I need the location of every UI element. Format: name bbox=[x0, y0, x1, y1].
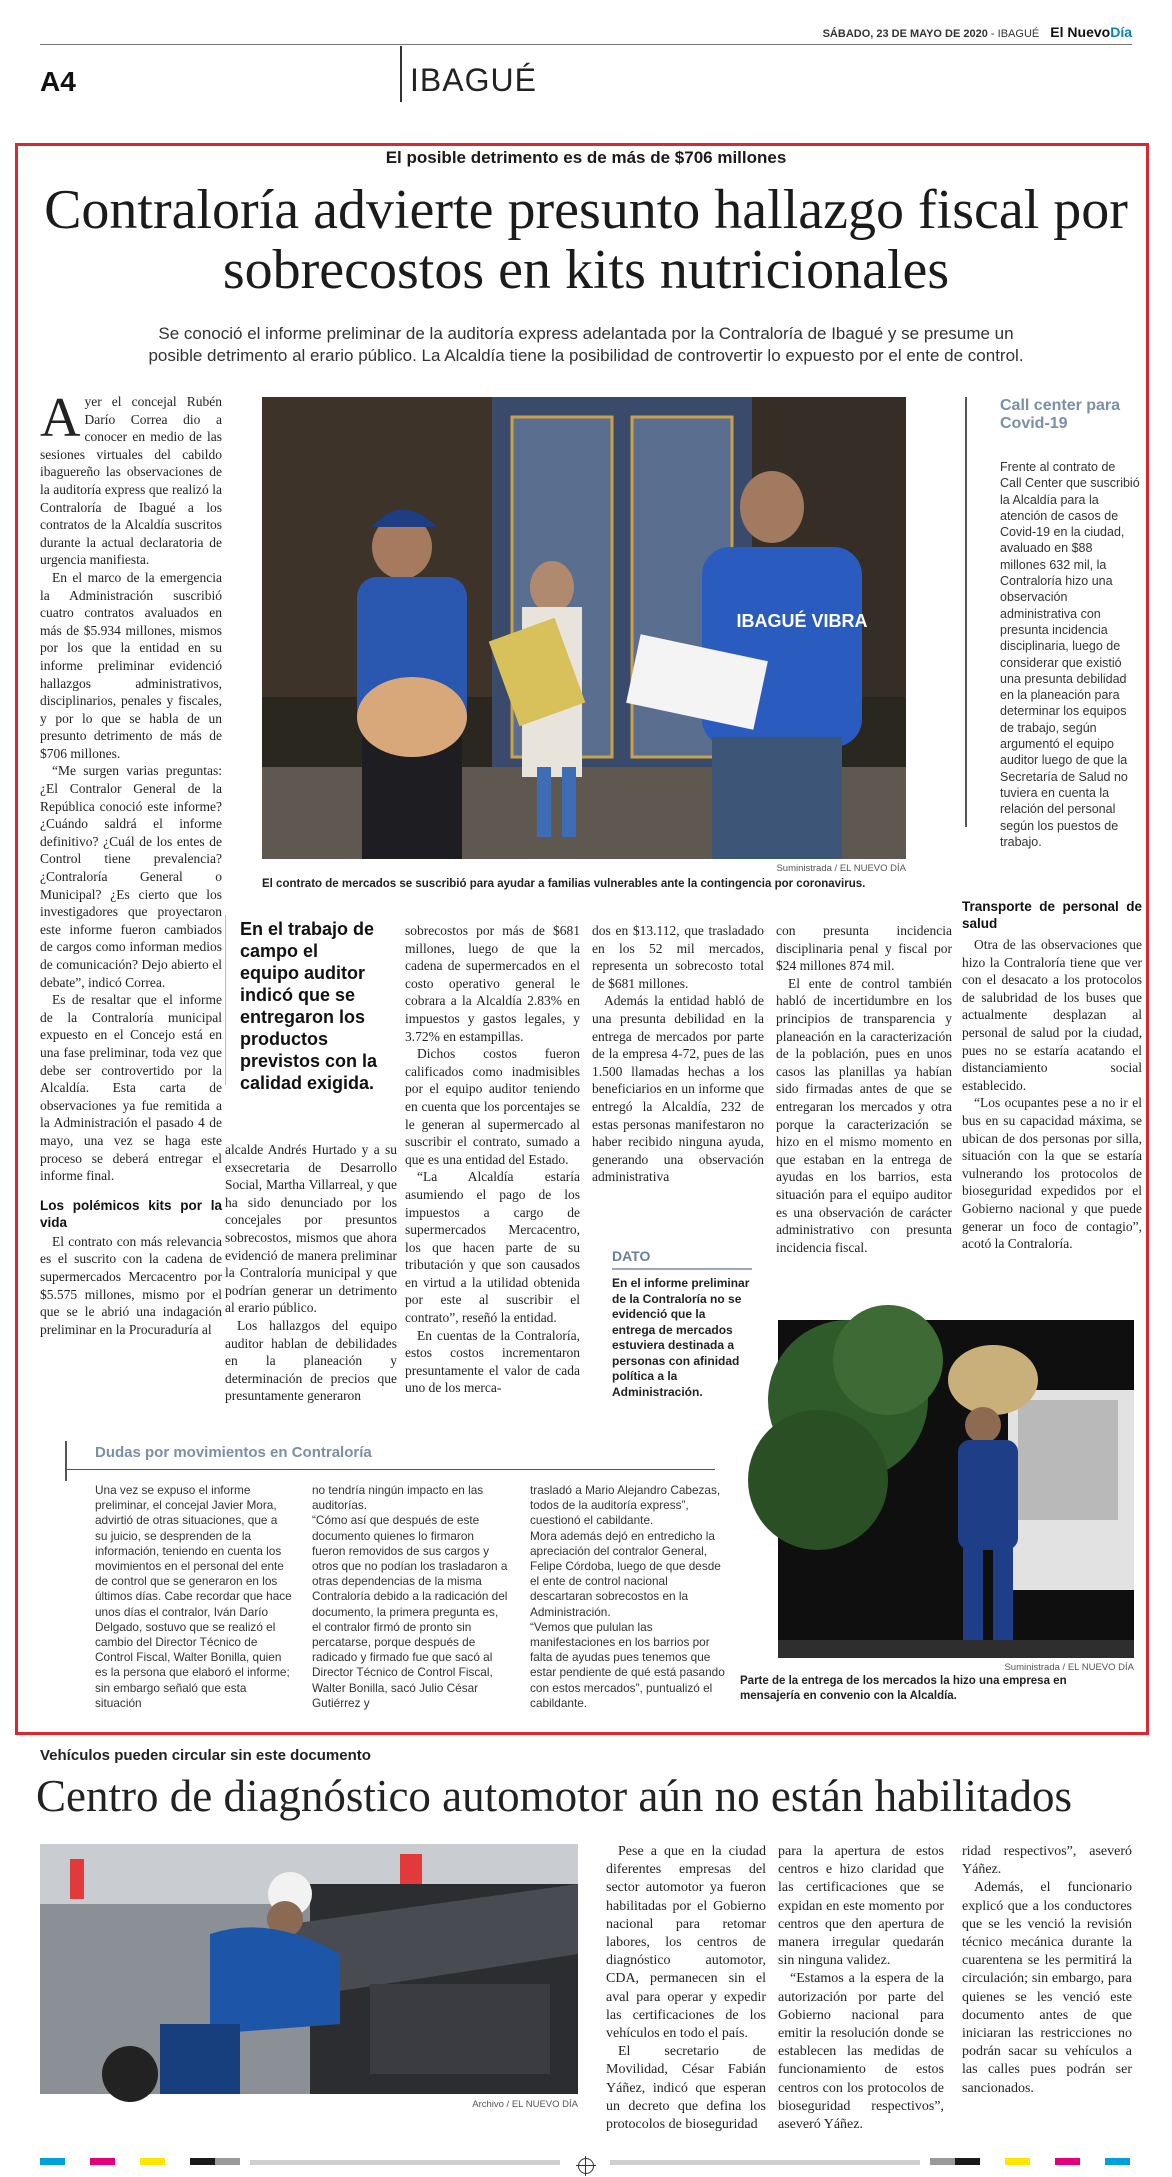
box-column-3: trasladó a Mario Alejandro Cabezas, todos de la auditoría express”, cuestionó el cabildante. Mora además dejó en entredicho la apreciación del contralor General, Felipe Córdoba, luego de que desde el ente de control nacional descartaran sobrecostos en la Administración. “Vemos que pululan las manifestaciones en los barrios por falta de ayudas pues tenemos que estar pendiente de qué está pasando con estos mercados”, puntualizó el cabildante. bbox=[530, 1483, 725, 1710]
second-column-1: Pese a que en la ciudad diferentes empresas del sector automotor ya fueron habilitadas por el Gobierno nacional para retomar labores, los centros de diagnóstico automotor, CDA, permanecen sin el aval para operar y expedir las certificaciones de los vehículos en todo el país. El secretario de Movilidad, César Fabián Yáñez, indicó que esperan un decreto que defina los protocolos de bioseguridad bbox=[606, 1844, 766, 2133]
article-column-3: sobrecostos por más de $681 millones, luego de que la cadena de supermercados en el costo operativo general le cobrara a la Alcaldía 2.83% en impuestos y gastos legales, y 3.72% en estampillas. Dichos costos fueron calificados como inadmisibles por el equipo auditor teniendo en cuenta que los porcentajes se le generan al supermercado al suscribir el contrato, sumado a que es una entidad del Estado. “La Alcaldía estaría asumiendo el pago de los impuestos a cargo de supermercados Mercacentro, los que hacen parte de su tributación y que son causados en virtud a la utilidad obtenida por este al suscribir el contrato”, reseñó la entidad. En cuentas de la Contraloría, estos costos incrementaron presuntamente el valor de cada uno de los merca- bbox=[405, 923, 580, 1396]
article-headline: Contraloría advierte presunto hallazgo fiscal por sobrecostos en kits nutricionales bbox=[44, 179, 1128, 301]
header-rule bbox=[40, 44, 1132, 45]
sidebar-rule bbox=[965, 397, 967, 827]
photo-shirt-text: IBAGUÉ VIBRA bbox=[736, 611, 868, 631]
article-column-2: alcalde Andrés Hurtado y a su exsecretaria de Desarrollo Social, Martha Villarreal, y que ha sido denunciado por los concejales por presuntos sobrecostos, mismos que ahora evidenció de manera preliminar la Contraloría municipal y que podrían generar un detrimento al erario público. Los hallazgos del equipo auditor hablan de debilidades en la planeación y determinación de precios que presuntamente generaron bbox=[225, 1142, 397, 1404]
second-column-3: ridad respectivos”, aseveró Yáñez. Además, el funcionario explicó que a los conductores que se les venció la revisión técnico mecánica durante la cuarentena se les permitirá la circulación; sin embargo, para quienes se les venció este documento antes de que iniciaran las restricciones no podrán sacar su vehículos a las calles pues podrán ser sancionados. bbox=[962, 1844, 1132, 2096]
box-column-2: no tendría ningún impacto en las auditorías. “Cómo así que después de este documento quienes lo firmaron fueron removidos de sus cargos y otros que no podían los trasladaron a otras dependencias de la misma Contraloría debido a la radicación del documento, la primera pregunta es, el contralor firmó de pronto sin percatarse, porque después de radicado y firmado fue que sacó al Director Técnico de Control Fiscal, Walter Bonilla, sacó Julio César Gutiérrez y bbox=[312, 1483, 508, 1710]
registration-gray-right bbox=[610, 2160, 920, 2165]
photo1-credit: Suministrada / EL NUEVO DÍA bbox=[776, 863, 906, 874]
sidebar-title: Call center para Covid-19 bbox=[1000, 397, 1121, 432]
registration-mark-icon bbox=[578, 2158, 594, 2174]
header-dateline: SÁBADO, 23 DE MAYO DE 2020 - IBAGUÉ El NuevoDía bbox=[822, 24, 1132, 40]
article-column-6: Transporte de personal de salud Otra de las observaciones que hizo la Contraloría tiene que ver con el desacato a los protocolos de salubridad de los buses que actualmente desplazan al personal de salud por la ciudad, pues no se estaría acatando el distanciamiento social establecido. “Los ocupantes pese a no ir el bus en su capacidad máxima, se ubican de dos personas por silla, situación con la que se estaría vulnerando los protocolos de bioseguridad expedidos por el Gobierno nacional y que puede generar un foco de contagio”, acotó la Contraloría. bbox=[962, 899, 1142, 1252]
photo-delivery-door bbox=[262, 397, 906, 859]
article-column-1: A yer el concejal Rubén Darío Correa dio a conocer en medio de las sesiones virtuales del cabildo ibaguereño las observaciones de la auditoría express que realizó la Contraloría de Ibagué a los contratos de la Alcaldía suscritos durante la actual declaratoria de urgencia manifiesta. En el marco de la emergencia la Administración suscribió cuatro contratos avaluados en más de $5.934 millones, mismos por los que la entidad en su informe preliminar evidenció hallazgos administrativos, disciplinarios, penales y fiscales, y por lo que se habla de un presunto detrimento de más de $706 millones. “Me surgen varias preguntas: ¿El Contralor General de la República conoció este informe? ¿Cuándo saldrá el informe definitivo? ¿Cuál de los entes de Control tiene prevalencia? ¿Contraloría General o Municipal? ¿Es cierto que los investigadores que proyectaron este informe fueron cambiados de cargos como informan medios de comunicación? Dejo abierto el debate”, indicó Correa. Es de resaltar que el informe de la Contraloría municipal expuesto en el Concejo está en una fase preliminar, toda vez que debe ser controvertido por la Alcaldía. Esta carta de observaciones ya fue remitida a la Administración el pasado 4 de mayo, una vez se haga este proceso se deberá entregar el informe final. Los polémicos kits por la vida El contrato con más relevancia es el suscrito con la cadena de supermercados Mercacentro por $5.575 millones, mismo por el que se le abrió una indagación preliminar en la Procuraduría al bbox=[40, 387, 222, 1337]
registration-gray-left bbox=[250, 2160, 560, 2165]
second-kicker: Vehículos pueden circular sin este documento bbox=[40, 1747, 371, 1764]
subhead-kits: Los polémicos kits por la vida bbox=[40, 1197, 222, 1230]
article-column-4: dos en $13.112, que trasladado en los 52 mil mercados, representa un sobrecosto total de $681 millones. Además la entidad habló de una presunta debilidad en la entrega de mercados por parte de la empresa 4-72, pues de las 1.500 llamadas hechas a los beneficiarios en un informe que entregó la Alcaldía, 232 de estas personas manifestaron no haber recibido ninguna ayuda, generando una observación administrativa bbox=[592, 923, 764, 1185]
pullquote: En el trabajo de campo el equipo auditor indicó que se entregaron los productos previstos con la calidad exigida. bbox=[240, 919, 378, 1093]
photo2-credit: Suministrada / EL NUEVO DÍA bbox=[1004, 1662, 1134, 1673]
header-city: IBAGUÉ bbox=[997, 28, 1040, 40]
photo2-caption: Parte de la entrega de los mercados la hizo una empresa en mensajería en convenio con la Alcaldía. bbox=[740, 1675, 1067, 1702]
page-number: A4 bbox=[40, 66, 76, 97]
box-column-1: Una vez se expuso el informe preliminar, el concejal Javier Mora, advirtió de otras situaciones, que a su juicio, se desprenden de la información, teniendo en cuenta los movimientos en el personal del ente de control que se generaron en los últimos días. Cabe recordar que hace unos días el contralor, Iván Darío Delgado, sostuvo que se realizó el cambio del Director Técnico de Control Fiscal, Walter Bonilla, quien es la persona que elaboró el informe; sin embargo señaló que esta situación bbox=[95, 1483, 292, 1710]
dato-label: DATO bbox=[612, 1248, 651, 1264]
section-name: IBAGUÉ bbox=[410, 62, 537, 98]
dato-text: En el informe preliminar de la Contraloría no se evidenció que la entrega de mercados estuviera destinada a personas con afinidad política a la Administración. bbox=[612, 1276, 750, 1399]
drop-cap: A bbox=[40, 387, 81, 449]
second-column-2: para la apertura de estos centros e hizo claridad que las certificaciones que se expidan en este momento por centros que den apertura de manera irregular quedarán sin ninguna validez. “Estamos a la espera de la autorización por parte del Gobierno nacional para emitir la resolución donde se establecen las medidas de funcionamiento de estos centros con los protocolos de bioseguridad respectivos”, aseveró Yáñez. bbox=[778, 1844, 944, 2133]
box-rule-vertical bbox=[65, 1441, 67, 1481]
pullquote-rule bbox=[225, 915, 226, 1085]
photo-courier bbox=[778, 1320, 1134, 1658]
registration-strip-right bbox=[930, 2158, 1130, 2165]
photo1-caption: El contrato de mercados se suscribió para ayudar a familias vulnerables ante la contingencia por coronavirus. bbox=[262, 878, 866, 890]
section-divider bbox=[400, 46, 402, 102]
box-rule-horizontal bbox=[65, 1469, 715, 1470]
subhead-transporte: Transporte de personal de salud bbox=[962, 899, 1142, 931]
sidebar-text: Frente al contrato de Call Center que suscribió la Alcaldía para la atención de casos de Covid-19 en la ciudad, avaluado en $88 millones 632 mil, la Contraloría hizo una observación administrativa con presunta incidencia disciplinaria, luego de considerar que existió una presunta debilidad en la planeación para determinar los equipos de trabajo, según argumentó el equipo auditor luego de que la Secretaría de Salud no tuviera en cuenta la relación del personal según los puestos de trabajo. bbox=[1000, 460, 1140, 849]
photo-mechanic bbox=[40, 1844, 578, 2094]
header-date: SÁBADO, 23 DE MAYO DE 2020 bbox=[822, 28, 988, 40]
second-photo-credit: Archivo / EL NUEVO DÍA bbox=[472, 2099, 578, 2110]
article-kicker: El posible detrimento es de más de $706 millones bbox=[385, 148, 787, 167]
article-dek: Se conoció el informe preliminar de la auditoría express adelantada por la Contraloría de Ibagué y se presume un posible detrimento al erario público. La Alcaldía tiene la posibilidad de controvertir lo expuesto por el ente de control. bbox=[148, 324, 1024, 365]
box-title: Dudas por movimientos en Contraloría bbox=[95, 1444, 372, 1461]
registration-strip-left bbox=[40, 2158, 240, 2165]
article-column-5: con presunta incidencia disciplinaria penal y fiscal por $24 millones 874 mil. El ente de control también habló de incertidumbre en los principios de transparencia y planeación en la caracterización de la población, pues en unos casos las planillas ya habían sido firmadas antes de que se entregaran los mercados y otra porque la caracterización se hizo en el mismo momento en que estaban en la entrega de ayudas en los barrios, esta situación para el equipo auditor es una observación de carácter administrativo con presunta incidencia fiscal. bbox=[776, 923, 952, 1255]
dato-rule bbox=[612, 1268, 752, 1270]
brand-logo: El NuevoDía bbox=[1050, 24, 1132, 40]
second-headline: Centro de diagnóstico automotor aún no están habilitados bbox=[36, 1771, 1073, 1821]
